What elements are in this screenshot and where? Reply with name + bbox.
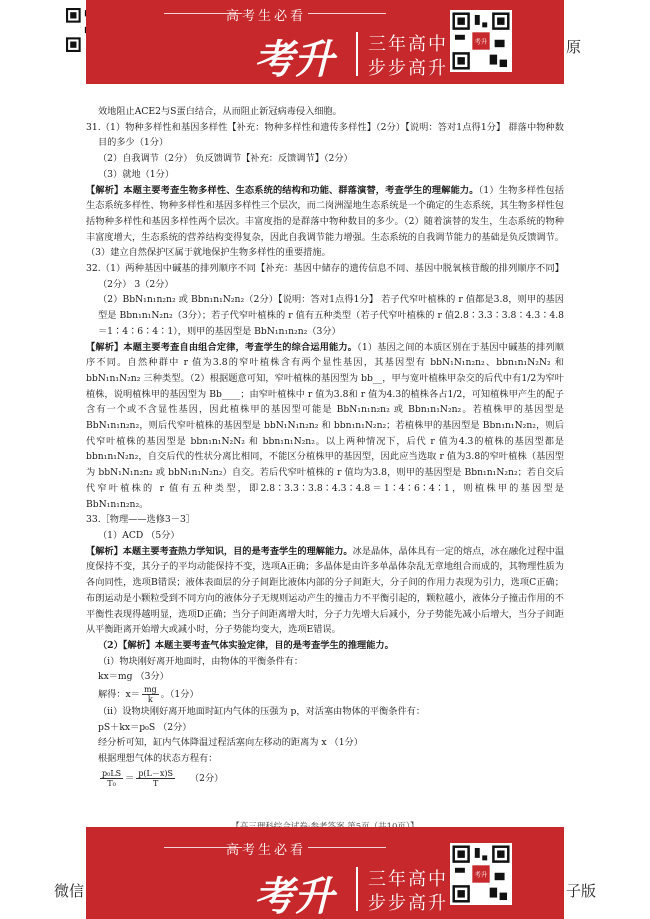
banner-line-right [308,847,386,848]
q32-answer-1: 32.（1）两种基因中碱基的排列顺序不同【补充：基因中储存的遗传信息不同、基因中脱氧核苷酸的排列顺序不同】（2分） 3（2分） [86,263,564,290]
banner-slogan-line2: 步步高升 [368,58,448,79]
fraction-right-den: T [152,778,159,788]
equals-sign: ＝ [125,772,135,784]
banner-brand-logo: 考升 [254,37,334,83]
banner-top-text: 高考生必看 [225,9,306,24]
edge-fragment-bottom-right: 子版 [566,882,597,900]
solution-suffix: 。（1分） [160,689,199,701]
fraction-left [100,769,123,788]
banner-divider [356,32,358,76]
q33-analysis-1 [86,544,564,638]
fraction-numerator: mg [143,685,157,695]
answer-document [86,104,564,788]
q33-solution-x [86,685,564,704]
q33-analysis-2-heading [86,638,564,654]
solution-prefix: 解得：x＝ [98,689,140,701]
banner-line-right [308,13,386,14]
promo-banner-bottom[interactable] [86,827,564,919]
promo-banner-top[interactable] [86,0,564,84]
banner-slogan-line2: 步步高升 [368,893,448,914]
q31-analysis-text: （1）生物多样性包括生态系统多样性、物种多样性和基因多样性三个层次，而二岗洲湿地生态系统是一个确定的生态系统，其生物多样性包括物种多样性和基因多样性两个层次。丰富度指的是群落中物种数目的多少。（2）随着演替的发生，生态系统的物种丰富度增大，生态系统的营养结构变得复杂，因此自我调节能力增强。生态系统的自我调节能力的基础是负反馈调节。（3）建立自然保护区属于就地保护生物多样性的重要措施。 [86,184,565,259]
banner-qr-label: 考升 [474,37,488,46]
banner-qr-icon[interactable] [450,10,512,72]
edge-fragment-top-right: 原 [566,38,582,56]
q33-heading: 33.［物理——选修3－3］ [86,514,195,526]
edge-fragment-bottom-left: 微信 [54,882,85,900]
q32-answer-2: （2）BbN₁n₁n₂n₂ 或 Bbn₁n₁N₂n₂（2分）【说明：答对1点得1分】 若子代窄叶植株的 r 值都是3.8，则甲的基因型是 Bbn₁n₁N₂n₂（3分）；若子代窄叶植株的 r 值有五种类型（若子代窄叶植株的 r 值2.8∶3.3∶3.8∶4.3∶4.8＝1∶4∶6∶4∶1），则甲的基因型是 BbN₁n₁n₂n₂（3分） [98,294,564,337]
q32-analysis-heading: 【解析】本题主要考查自由组合定律，考查学生的综合运用能力。 [86,341,358,353]
banner-qr-icon[interactable] [450,843,512,905]
q33-analysis-1-text: 冰是晶体，晶体具有一定的熔点，冰在融化过程中温度保持不变，其分子的平均动能保持不变，选项A正确；多晶体是由许多单晶体杂乱无章地组合而成的，其物理性质为各向同性，选项B错误；液体表面层的分子间距比液体内部的分子间距大，分子间的作用力表现为引力，选项C正确；布朗运动是小颗粒受到不同方向的液体分子无规则运动产生的撞击力不平衡引起的，颗粒越小，液体分子撞击作用的不平衡性表现得越明显，选项D正确；当分子间距离增大时，分子力先增大后减小，分子势能先减小后增大，当分子间距从平衡距离开始增大或减小时，分子势能均变大，选项E错误。 [86,545,565,636]
fraction-right [136,769,175,788]
q33-step-4: 根据理想气体的状态方程有： [98,753,218,765]
q33-eq-2: pS＋kx＝p₀S （2分） [98,721,192,733]
q31-answer-2: （2）自我调节（2分） 负反馈调节【补充：反馈调节】（2分） [98,153,353,165]
q31-analysis [86,183,564,262]
banner-slogan-line1: 三年高中 [368,34,448,55]
q31-answer-1: 31.（1）物种多样性和基因多样性【补充：物种多样性和遗传多样性】（2分）【说明：答对1点得1分】 群落中物种数目的多少（1分） [86,121,564,149]
fraction-left-den: T₀ [107,778,116,788]
fraction-left-num: p₀LS [102,768,122,778]
banner-top-text: 高考生必看 [225,843,306,858]
q31-analysis-heading: 【解析】本题主要考查生物多样性、生态系统的结构和功能、群落演替，考查学生的理解能力。 [86,184,479,196]
banner-brand-logo: 考升 [254,874,334,919]
q33-gas-equation [86,769,564,788]
q33-analysis-1-heading: 【解析】本题主要考查热力学知识，目的是考查学生的理解能力。 [86,545,353,557]
q33-analysis-2-heading-text: （2）【解析】本题主要考查气体实验定律，目的是考查学生的推理能力。 [98,639,394,651]
fraction-denominator: k [147,695,153,705]
banner-slogan-line1: 三年高中 [368,869,448,890]
q33-eq-1: kx＝mg （3分） [98,671,169,683]
fraction-mg-k [142,685,159,704]
fraction-right-num: p(L－x)S [138,768,173,778]
banner-qr-label: 考升 [474,870,488,879]
q33-step-2: （ⅱ）设物块刚好离开地面时缸内气体的压强为 p，对活塞由物体的平衡条件有： [98,706,426,718]
equation-score: （2分） [189,772,224,784]
banner-divider [356,867,358,911]
q33-answer-1: （1）ACD （5分） [98,529,180,541]
q32-analysis-text: （1）基因之间的本质区别在于基因中碱基的排列顺序不同。自然种群中 r 值为3.8的窄叶植株含有两个显性基因，其基因型有 bbN₁N₁n₂n₂、bbn₁n₁N₂N₂ 和 bbN₁n₁N₂n₂ 三种类型。（2）根据题意可知，窄叶植株的基因型为 bb__，甲与宽叶植株甲杂交的后代中有1/2为窄叶植株，说明植株甲的基因型为 Bb____；由窄叶植株中 r 值为3.8和 r 值为4.3的植株各占1/2，可知植株甲产生的配子含有一个或不含显性基因，因此植株甲的基因型可能是 BbN₁n₁n₂n₂ 或 Bbn₁n₁N₂n₂。若植株甲的基因型是 BbN₁n₁n₂n₂，则后代窄叶植株的基因型是 bbN₁N₁n₂n₂ 和 bbn₁n₁N₂n₂；若植株甲的基因型是 Bbn₁n₁N₂n₂，则后代窄叶植株的基因型是 bbn₁n₁N₂N₂ 和 bbn₁n₁N₂n₂。以上两种情况下，后代 r 值为4.3的植株的基因型都是 bbn₁n₁N₂n₂，自交后代的性状分离比相同，不能区分植株甲的基因型，因此应当选取 r 值为3.8的窄叶植株（基因型为 bbN₁N₁n₂n₂ 或 bbN₁n₁N₂n₂）自交。若后代窄叶植株的 r 值均为3.8，则甲的基因型是 Bbn₁n₁N₂n₂；若自交后代窄叶植株的 r 值有五种类型，即2.8∶3.3∶3.8∶4.3∶4.8＝1∶4∶6∶4∶1，则植株甲的基因型是 BbN₁n₁n₂n₂。 [86,341,564,510]
q33-step-3: 经分析可知，缸内气体降温过程活塞向左移动的距离为 x （1分） [98,737,363,749]
q31-answer-3: （3）就地（1分） [98,168,175,180]
q32-analysis [86,340,564,513]
para-ace2: 效地阻止ACE2与S蛋白结合，从而阻止新冠病毒侵入细胞。 [98,106,342,117]
q33-step-1: （ⅰ）物块刚好离开地面时，由物体的平衡条件有： [98,655,304,667]
